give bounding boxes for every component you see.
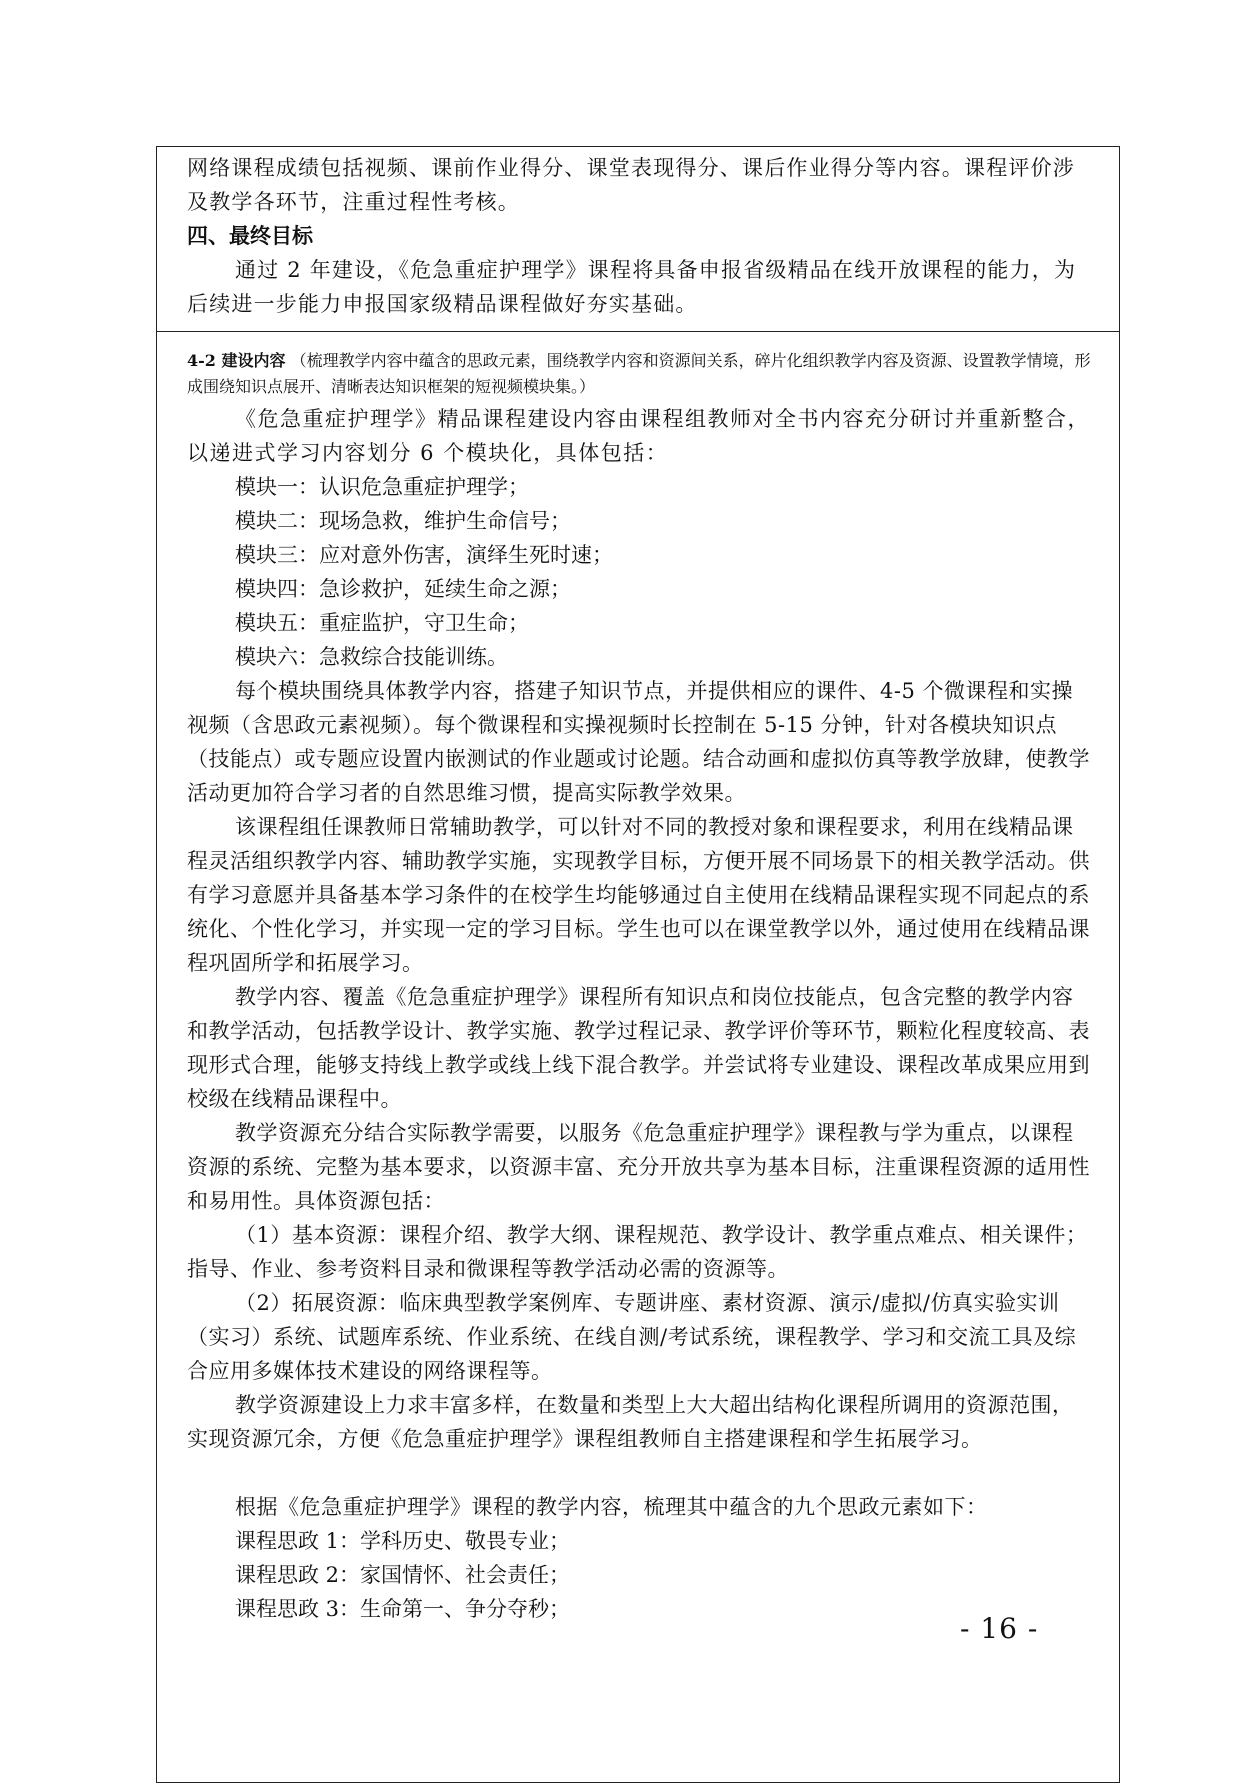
final-goal-cell — [157, 147, 1119, 332]
extended-resources-paragraph: （2）拓展资源：临床典型教学案例库、专题讲座、素材资源、演示/虚拟/仿真实验实训（实习）系统、试题库系统、作业系统、在线自测/考试系统，课程教学、学习和交流工具及综合应用多媒体技术建设的网络课程等。 — [187, 1291, 1077, 1383]
module-item: 模块四：急诊救护，延续生命之源； — [235, 577, 571, 601]
intro-paragraph: 《危急重症护理学》精品课程建设内容由课程组教师对全书内容充分研讨并重新整合，以递进式学习内容划分 6 个模块化，具体包括： — [187, 407, 1090, 465]
content-table — [156, 146, 1120, 1783]
ideology-intro-paragraph: 根据《危急重症护理学》课程的教学内容，梳理其中蕴含的九个思政元素如下： — [235, 1495, 988, 1519]
teachers-paragraph: 该课程组任课教师日常辅助教学，可以针对不同的教授对象和课程要求，利用在线精品课程灵活组织教学内容、辅助教学实施，实现教学目标，方便开展不同场景下的相关教学活动。供有学习意愿并具备基本学习条件的在校学生均能够通过自主使用在线精品课程实现不同起点的系统化、个性化学习，并实现一定的学习目标。学生也可以在课堂教学以外，通过使用在线精品课程巩固所学和拓展学习。 — [187, 815, 1090, 975]
module-item: 模块一：认识危急重症护理学； — [235, 475, 529, 499]
resource-building-paragraph: 教学资源建设上力求丰富多样，在数量和类型上大大超出结构化课程所调用的资源范围，实现资源冗余，方便《危急重症护理学》课程组教师自主搭建课程和学生拓展学习。 — [187, 1393, 1074, 1451]
content-paragraph: 教学内容、覆盖《危急重症护理学》课程所有知识点和岗位技能点，包含完整的教学内容和教学活动，包括教学设计、教学实施、教学过程记录、教学评价等环节，颗粒化程度较高、表现形式合理，能够支持线上教学或线上线下混合教学。并尝试将专业建设、课程改革成果应用到校级在线精品课程中。 — [187, 985, 1090, 1111]
module-item: 模块五：重症监护，守卫生命； — [235, 611, 529, 635]
ideology-item: 课程思政 3：生命第一、争分夺秒； — [235, 1597, 571, 1621]
page-number: - 16 - — [960, 1612, 1039, 1645]
ideology-item: 课程思政 1：学科历史、敬畏专业； — [235, 1529, 571, 1553]
module-item: 模块六：急救综合技能训练。 — [235, 645, 508, 669]
module-item: 模块三：应对意外伤害，演绎生死时速； — [235, 543, 613, 567]
ideology-item: 课程思政 2：家国情怀、社会责任； — [235, 1563, 571, 1587]
section-title: 4-2 建设内容 — [187, 351, 286, 370]
basic-resources-paragraph: （1）基本资源：课程介绍、教学大纲、课程规范、教学设计、教学重点难点、相关课件；指导、作业、参考资料目录和微课程等教学活动必需的资源等。 — [187, 1223, 1088, 1281]
final-goal-paragraph: 通过 2 年建设，《危急重症护理学》课程将具备申报省级精品在线开放课程的能力，为后续进一步能力申报国家级精品课程做好夯实基础。 — [187, 258, 1077, 316]
modules-detail-paragraph: 每个模块围绕具体教学内容，搭建子知识节点，并提供相应的课件、4-5 个微课程和实操视频（含思政元素视频）。每个微课程和实操视频时长控制在 5-15 分钟，针对各模块知识点（技能点）或专题应设置内嵌测试的作业题或讨论题。结合动画和虚拟仿真等教学放肆，使教学活动更加符合学习者的自然思维习惯，提高实际教学效果。 — [187, 679, 1090, 805]
grade-paragraph: 网络课程成绩包括视频、课前作业得分、课堂表现得分、课后作业得分等内容。课程评价涉及教学各环节，注重过程性考核。 — [187, 156, 1075, 214]
construction-header — [187, 348, 1093, 400]
final-goal-heading: 四、最终目标 — [187, 223, 313, 248]
section-note: （梳理教学内容中蕴含的思政元素，围绕教学内容和资源间关系，碎片化组织教学内容及资源、设置教学情境，形成围绕知识点展开、清晰表达知识框架的短视频模块集。） — [187, 351, 1091, 396]
module-item: 模块二：现场急救，维护生命信号； — [235, 509, 571, 533]
resources-paragraph: 教学资源充分结合实际教学需要，以服务《危急重症护理学》课程教与学为重点，以课程资源的系统、完整为基本要求，以资源丰富、充分开放共享为基本目标，注重课程资源的适用性和易用性。具体资源包括： — [187, 1121, 1090, 1213]
